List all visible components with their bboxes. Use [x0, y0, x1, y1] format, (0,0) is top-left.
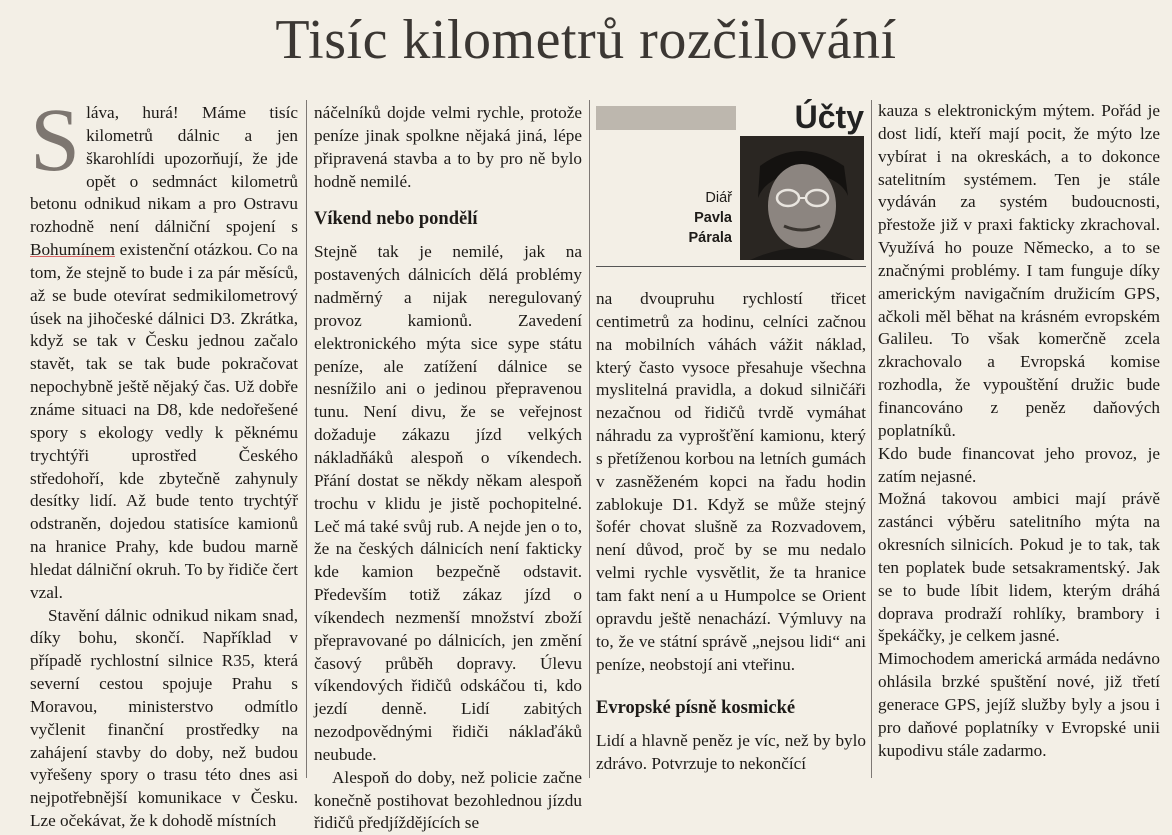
- rubric-title: Účty: [794, 99, 864, 135]
- article-column-1: [30, 91, 299, 833]
- underlined-word: Bohumínem: [30, 240, 115, 260]
- column-header: [596, 100, 866, 262]
- paragraph: Stavění dálnic odnikud nikam snad, díky bohu, skončí. Například v případě rychlostní silnice R35, která severní cestou spojuje Prahu s Moravou, ministerstvo odmítlo vyčlenit finanční prostředky na zahájení stavby do doby, než budou vyřešeny spory o trasu této dnes asi nejpotřebnější komunikace v Česku. Lze očekávat, že k dohodě místních: [30, 605, 298, 831]
- headline: Tisíc kilometrů rozčilování: [275, 9, 897, 71]
- paragraph-text: láva, hurá! Máme tisíc kilometrů dálnic a jen škarohlídi upozorňují, že jde opět o sedmnáct kilometrů betonu odnikud nikam a pro Ostravu rozhodně není dálniční spojení s: [30, 103, 298, 237]
- byline-author-first: Pavla: [694, 210, 732, 226]
- byline-label: Diář: [705, 190, 732, 206]
- paragraph: náčelníků dojde velmi rychle, protože peníze jinak spolkne nějaká jiná, lépe připravená stavba a to by pro ně bylo hodně nemilé.: [314, 103, 582, 191]
- paragraph: Stejně tak je nemilé, jak na postavených dálnicích dělá problémy nadměrný a nijak neregulovaný provoz kamionů. Zavedení elektronického mýta sice sype státu peníze, ale zatížení dálnice se nesnížilo ani o jedinou přepravenou tunu. Není divu, že se veřejnost dožaduje zákazu jízd velkých nákladňáků alespoň o víkendech. Přání dostat se někdy někam alespoň trochu v klidu je jistě pochopitelné. Leč má také svůj rub. A nejde jen o to, že na českých dálnicích není fakticky kde kamion bezpečně odstavit. Především totiž zákaz jízd o víkendech nezmenší množství zboží přepravované po dálnicích, jen změní časový průběh dopravy. Úlevu víkendových řidičů odskáčou ti, kdo jezdí denně. Lidí zabitých nezodpovědnými řidiči náklaďáků neubude.: [314, 242, 582, 764]
- subheading: Víkend nebo pondělí: [314, 209, 478, 230]
- paragraph: na dvoupruhu rychlostí třicet centimetrů za hodinu, celníci začnou na mobilních váhách vážit náklad, který často vysoce přesahuje všechna myslitelná pravidla, a dokud silničáři nezačnou od řidičů tvrdě vymáhat náhradu za vyprošťění kamionu, který s přetíženou korbou na letních gumách v zasněženém kopci na řadu hodin zablokuje D1. Když se může stejný šofér chovat slušně za Rozvadovem, není důvod, proč by se mu nedalo velmi rychle vysvětlit, že ta hranice tam fakt není a u Humpolce se Orient opravdu ještě nenachází. Výmluvy na to, že ve státní správě „nejsou lidi“ ani peníze, neobstojí ani vteřinu.: [596, 289, 866, 674]
- byline-author-last: Párala: [688, 230, 732, 246]
- paragraph-text: existenční otázkou. Co na tom, že stejně to bude i za pár měsíců, až se bude otevírat sedmikilometrový úsek na jihočeské dálnici D3. Zkrátka, když se tak v Česku jednou začalo stavět, tak se tak bude pokračovat nepochybně ještě nějaký čas. Už dobře známe situaci na D8, kde nedořešené spory s ekology vedly k pěknému trychtýři uprostřed Českého středohoří, kde zbytečně zahynuly desítky lidí. Až bude tento trychtýř odstraněn, dojedou statisíce kamionů na hranice Prahy, kde budou marně hledat dálniční okruh. To by řidiče čert vzal.: [30, 240, 299, 602]
- portrait-image: [740, 136, 864, 260]
- article-column-4: [878, 100, 1160, 762]
- column-body: [596, 288, 866, 776]
- column-rule: [306, 100, 307, 778]
- divider: [596, 266, 866, 267]
- paragraph: Lidí a hlavně peněz je víc, než by bylo zdrávo. Potvrzuje to nekončící: [596, 731, 866, 774]
- column-rule: [871, 100, 872, 778]
- paragraph: kauza s elektronickým mýtem. Pořád je dost lidí, kteří mají pocit, že mýto lze vybírat i na okreskách, a to dokonce satelitním systémem. Ten je stále vydáván za systém budoucnosti, přestože již v praxi fakticky zkrachoval. Využívá ho pouze Německo, a to se značnými problémy. I tam funguje díky americkým navigačním družicím GPS, ačkoli měl běhat na krásném evropském Galileu. To však komerčně zcela zkrachovalo a Evropská komise rozhodla, že vypouštění družic bude financováno z peněz daňových poplatníků.: [878, 101, 1160, 440]
- paragraph: Kdo bude financovat jeho provoz, je zatím nejasné.: [878, 443, 1160, 486]
- paragraph: Možná takovou ambici mají právě zastánci výběru satelitního mýta na okresních silnicích. Pokud je to tak, tak ten poplatek bude setsakramentský. Jak se to bude líbit lidem, kterým dráhá doprava prodraží rohlíky, brambory i špekáčky, je celkem jasné.: [878, 489, 1160, 646]
- article-column-3: [596, 100, 866, 778]
- subheading: Evropské písně kosmické: [596, 698, 796, 719]
- column-rule: [589, 100, 590, 778]
- drop-cap: S: [30, 91, 81, 190]
- paragraph: Mimochodem americká armáda nedávno ohlásila brzké spuštění nové, již třetí generace GPS, jejíž služby byly a jsou i pro daňové poplatníky v Evropské unii kupodivu stále zadarmo.: [878, 649, 1160, 760]
- paragraph: Alespoň do doby, než policie začne konečně postihovat bezohlednou jízdu řidičů předjíždějících se: [314, 767, 582, 833]
- author-photo: [740, 136, 864, 260]
- article-column-2: [314, 102, 582, 835]
- byline: [688, 188, 732, 248]
- rubric-bar: [596, 106, 736, 130]
